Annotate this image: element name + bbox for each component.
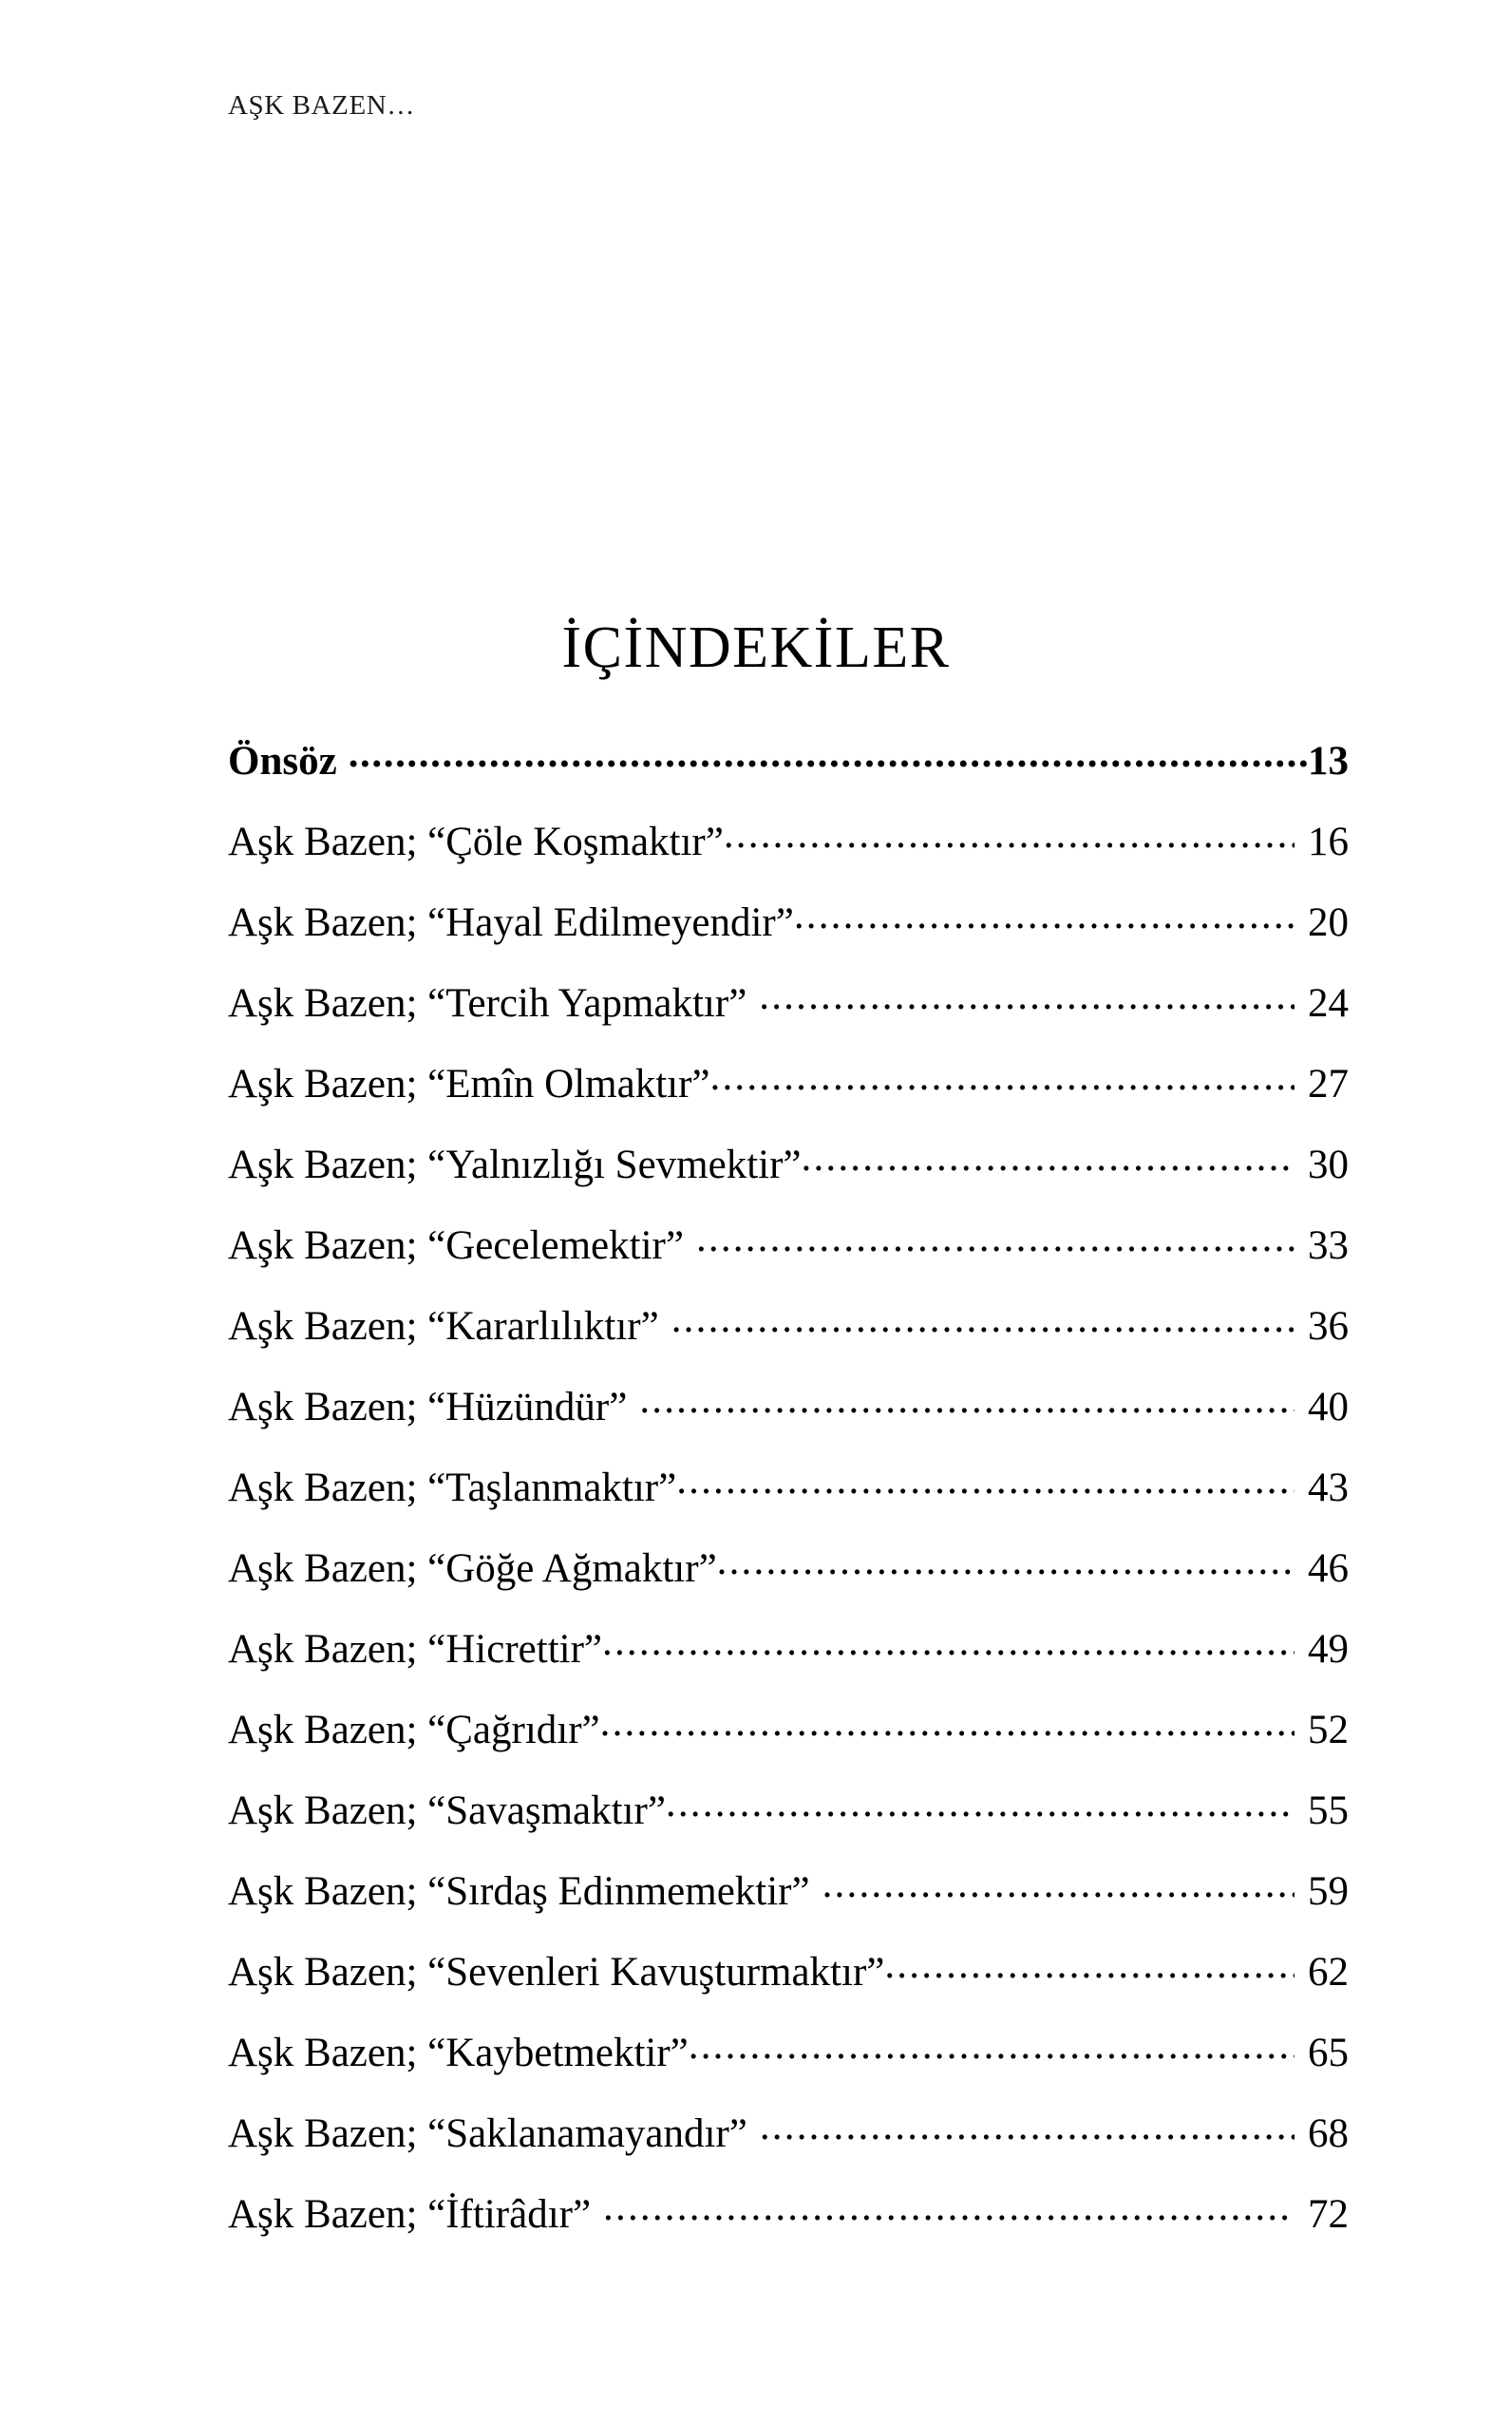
toc-entry-title: Aşk Bazen; “Çağrıdır” <box>228 1708 600 1752</box>
toc-leader-dots <box>600 1702 1295 1743</box>
toc-entry[interactable] <box>228 1379 1349 1460</box>
toc-leader-dots <box>760 2106 1295 2147</box>
toc-entry-title: Aşk Bazen; “Sevenleri Kavuşturmaktır” <box>228 1950 885 1995</box>
page-title: İÇİNDEKİLER <box>561 615 951 680</box>
toc-entry-page-number: 49 <box>1308 1627 1349 1672</box>
toc-entry-title: Aşk Bazen; “Çöle Koşmaktır” <box>228 820 724 864</box>
toc-entry-title: Aşk Bazen; “Kararlılıktır” <box>228 1304 659 1349</box>
toc-entry[interactable] <box>228 1218 1349 1298</box>
toc-entry[interactable] <box>228 1056 1349 1137</box>
toc-entry-title: Aşk Bazen; “Hayal Edilmeyendir” <box>228 900 794 945</box>
toc-entry[interactable] <box>228 814 1349 895</box>
toc-entry[interactable] <box>228 1137 1349 1218</box>
toc-entry-title: Aşk Bazen; “Gecelemektir” <box>228 1223 684 1268</box>
toc-entry[interactable] <box>228 1298 1349 1379</box>
toc-entry-page-number: 20 <box>1308 900 1349 945</box>
toc-entry-page-number: 24 <box>1308 981 1349 1026</box>
table-of-contents <box>228 733 1349 2267</box>
toc-entry[interactable] <box>228 1783 1349 1864</box>
toc-entry-page-number: 16 <box>1308 820 1349 864</box>
toc-entry-page-number: 33 <box>1308 1223 1349 1268</box>
toc-entry[interactable] <box>228 733 1349 814</box>
toc-entry[interactable] <box>228 2025 1349 2106</box>
toc-entry-title: Aşk Bazen; “Savaşmaktır” <box>228 1788 666 1833</box>
toc-entry-page-number: 59 <box>1308 1869 1349 1914</box>
toc-entry-page-number: 27 <box>1308 1062 1349 1107</box>
toc-leader-dots <box>639 1379 1295 1420</box>
toc-entry-title: Önsöz <box>228 739 337 784</box>
toc-entry-title: Aşk Bazen; “Hicrettir” <box>228 1627 602 1672</box>
toc-leader-dots <box>822 1864 1295 1904</box>
toc-leader-dots <box>671 1298 1295 1339</box>
toc-leader-dots <box>717 1541 1295 1581</box>
toc-entry-page-number: 46 <box>1308 1546 1349 1591</box>
toc-leader-dots <box>689 2025 1295 2066</box>
toc-entry[interactable] <box>228 1621 1349 1702</box>
toc-entry-title: Aşk Bazen; “Yalnızlığı Sevmektir” <box>228 1143 802 1187</box>
toc-leader-dots <box>349 733 1308 774</box>
toc-entry[interactable] <box>228 1702 1349 1783</box>
toc-entry[interactable] <box>228 1944 1349 2025</box>
toc-leader-dots <box>696 1218 1295 1258</box>
toc-entry-page-number: 30 <box>1308 1143 1349 1187</box>
toc-entry-title: Aşk Bazen; “Saklanamayandır” <box>228 2111 747 2156</box>
toc-leader-dots <box>759 975 1295 1016</box>
toc-entry[interactable] <box>228 895 1349 975</box>
toc-entry[interactable] <box>228 1460 1349 1541</box>
toc-entry[interactable] <box>228 2186 1349 2267</box>
running-header: AŞK BAZEN… <box>228 90 415 121</box>
toc-entry[interactable] <box>228 1541 1349 1621</box>
toc-entry-page-number: 65 <box>1308 2031 1349 2075</box>
toc-leader-dots <box>794 895 1295 936</box>
toc-leader-dots <box>676 1460 1295 1501</box>
toc-entry-page-number: 43 <box>1308 1466 1349 1510</box>
toc-entry-page-number: 36 <box>1308 1304 1349 1349</box>
toc-entry[interactable] <box>228 975 1349 1056</box>
toc-entry-title: Aşk Bazen; “Kaybetmektir” <box>228 2031 689 2075</box>
toc-entry[interactable] <box>228 2106 1349 2186</box>
toc-entry-page-number: 40 <box>1308 1385 1349 1429</box>
toc-leader-dots <box>802 1137 1295 1178</box>
toc-leader-dots <box>603 2186 1295 2227</box>
toc-entry-page-number: 52 <box>1308 1708 1349 1752</box>
toc-entry-title: Aşk Bazen; “Sırdaş Edinmemektir” <box>228 1869 810 1914</box>
toc-leader-dots <box>884 1944 1295 1985</box>
toc-entry-title: Aşk Bazen; “Hüzündür” <box>228 1385 628 1429</box>
toc-leader-dots <box>666 1783 1295 1824</box>
toc-entry[interactable] <box>228 1864 1349 1944</box>
toc-entry-title: Aşk Bazen; “İftirâdır” <box>228 2192 592 2237</box>
toc-entry-title: Aşk Bazen; “Göğe Ağmaktır” <box>228 1546 717 1591</box>
toc-leader-dots <box>710 1056 1295 1097</box>
toc-leader-dots <box>724 814 1295 855</box>
toc-entry-title: Aşk Bazen; “Emîn Olmaktır” <box>228 1062 710 1107</box>
toc-entry-page-number: 13 <box>1308 739 1349 784</box>
toc-entry-page-number: 72 <box>1308 2192 1349 2237</box>
toc-entry-page-number: 62 <box>1308 1950 1349 1995</box>
toc-entry-title: Aşk Bazen; “Tercih Yapmaktır” <box>228 981 747 1026</box>
toc-entry-page-number: 68 <box>1308 2111 1349 2156</box>
toc-entry-page-number: 55 <box>1308 1788 1349 1833</box>
toc-entry-title: Aşk Bazen; “Taşlanmaktır” <box>228 1466 677 1510</box>
toc-leader-dots <box>602 1621 1295 1662</box>
